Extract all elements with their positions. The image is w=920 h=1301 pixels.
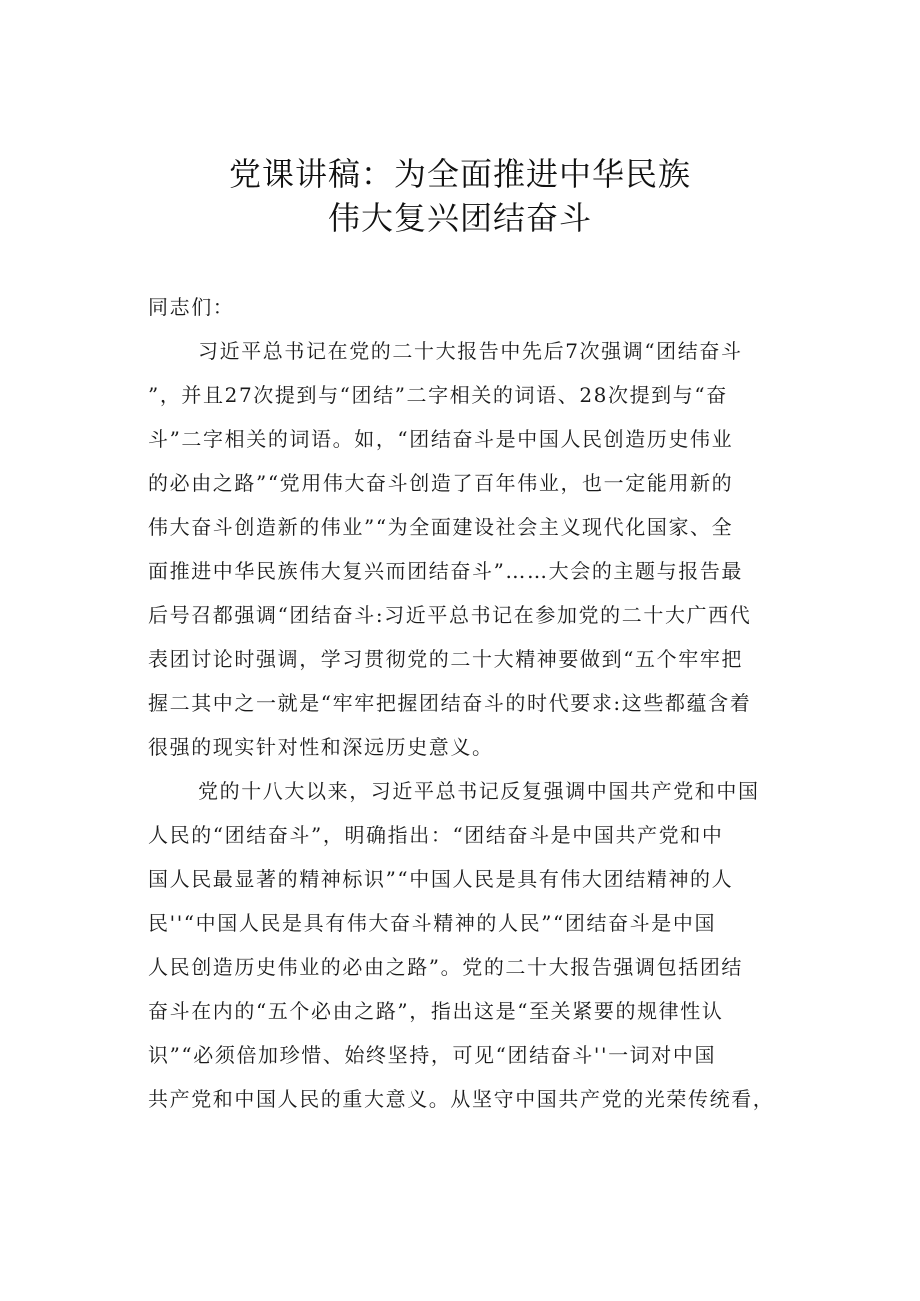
text-line: 民''“中国人民是具有伟大奋斗精神的人民”“团结奋斗是中国 <box>148 911 717 935</box>
text-line: 人民创造历史伟业的必由之路”。党的二十大报告强调包括团结 <box>148 955 744 979</box>
text-line: 共产党和中国人民的重大意义。从坚守中国共产党的光荣传统看， <box>148 1087 775 1111</box>
title-line-2: 伟大复兴团结奋斗 <box>327 199 592 237</box>
text-line: 斗”二字相关的词语。如，“团结奋斗是中国人民创造历史伟业 <box>148 427 734 451</box>
text-line: 后号召都强调“团结奋斗:习近平总书记在参加党的二十大广西代 <box>148 603 752 627</box>
text-line: 很强的现实针对性和深远历史意义。 <box>148 735 494 759</box>
text-line: 党的十八大以来，习近平总书记反复强调中国共产党和中国 <box>198 779 760 803</box>
text-line: 握二其中之一就是“牢牢把握团结奋斗的时代要求:这些都蕴含着 <box>148 691 752 715</box>
text-line: 奋斗在内的“五个必由之路”，指出这是“至关紧要的规律性认 <box>148 999 724 1023</box>
document-body <box>148 285 808 1121</box>
text-line: 伟大奋斗创造新的伟业”“为全面建设社会主义现代化国家、全 <box>148 515 734 539</box>
text-line: 习近平总书记在党的二十大报告中先后7次强调“团结奋斗 <box>198 339 743 363</box>
text-line: ”，并且27次提到与“团结”二字相关的词语、28次提到与“奋 <box>148 383 728 407</box>
text-line: 人民的“团结奋斗”，明确指出：“团结奋斗是中国共产党和中 <box>148 823 724 847</box>
paragraph-1 <box>148 329 808 769</box>
salutation: 同志们： <box>148 295 235 319</box>
text-line: 面推进中华民族伟大复兴而团结奋斗”……大会的主题与报告最 <box>148 559 744 583</box>
text-line: 识”“必须倍加珍惜、始终坚持，可见“团结奋斗''一词对中国 <box>148 1043 717 1067</box>
text-line: 表团讨论时强调，学习贯彻党的二十大精神要做到“五个牢牢把 <box>148 647 744 671</box>
document-title <box>140 152 780 240</box>
paragraph-2 <box>148 769 808 1121</box>
title-line-1: 党课讲稿：为全面推进中华民族 <box>228 155 691 193</box>
text-line: 的必由之路”“党用伟大奋斗创造了百年伟业，也一定能用新的 <box>148 471 734 495</box>
text-line: 国人民最显著的精神标识”“中国人民是具有伟大团结精神的人 <box>148 867 734 891</box>
